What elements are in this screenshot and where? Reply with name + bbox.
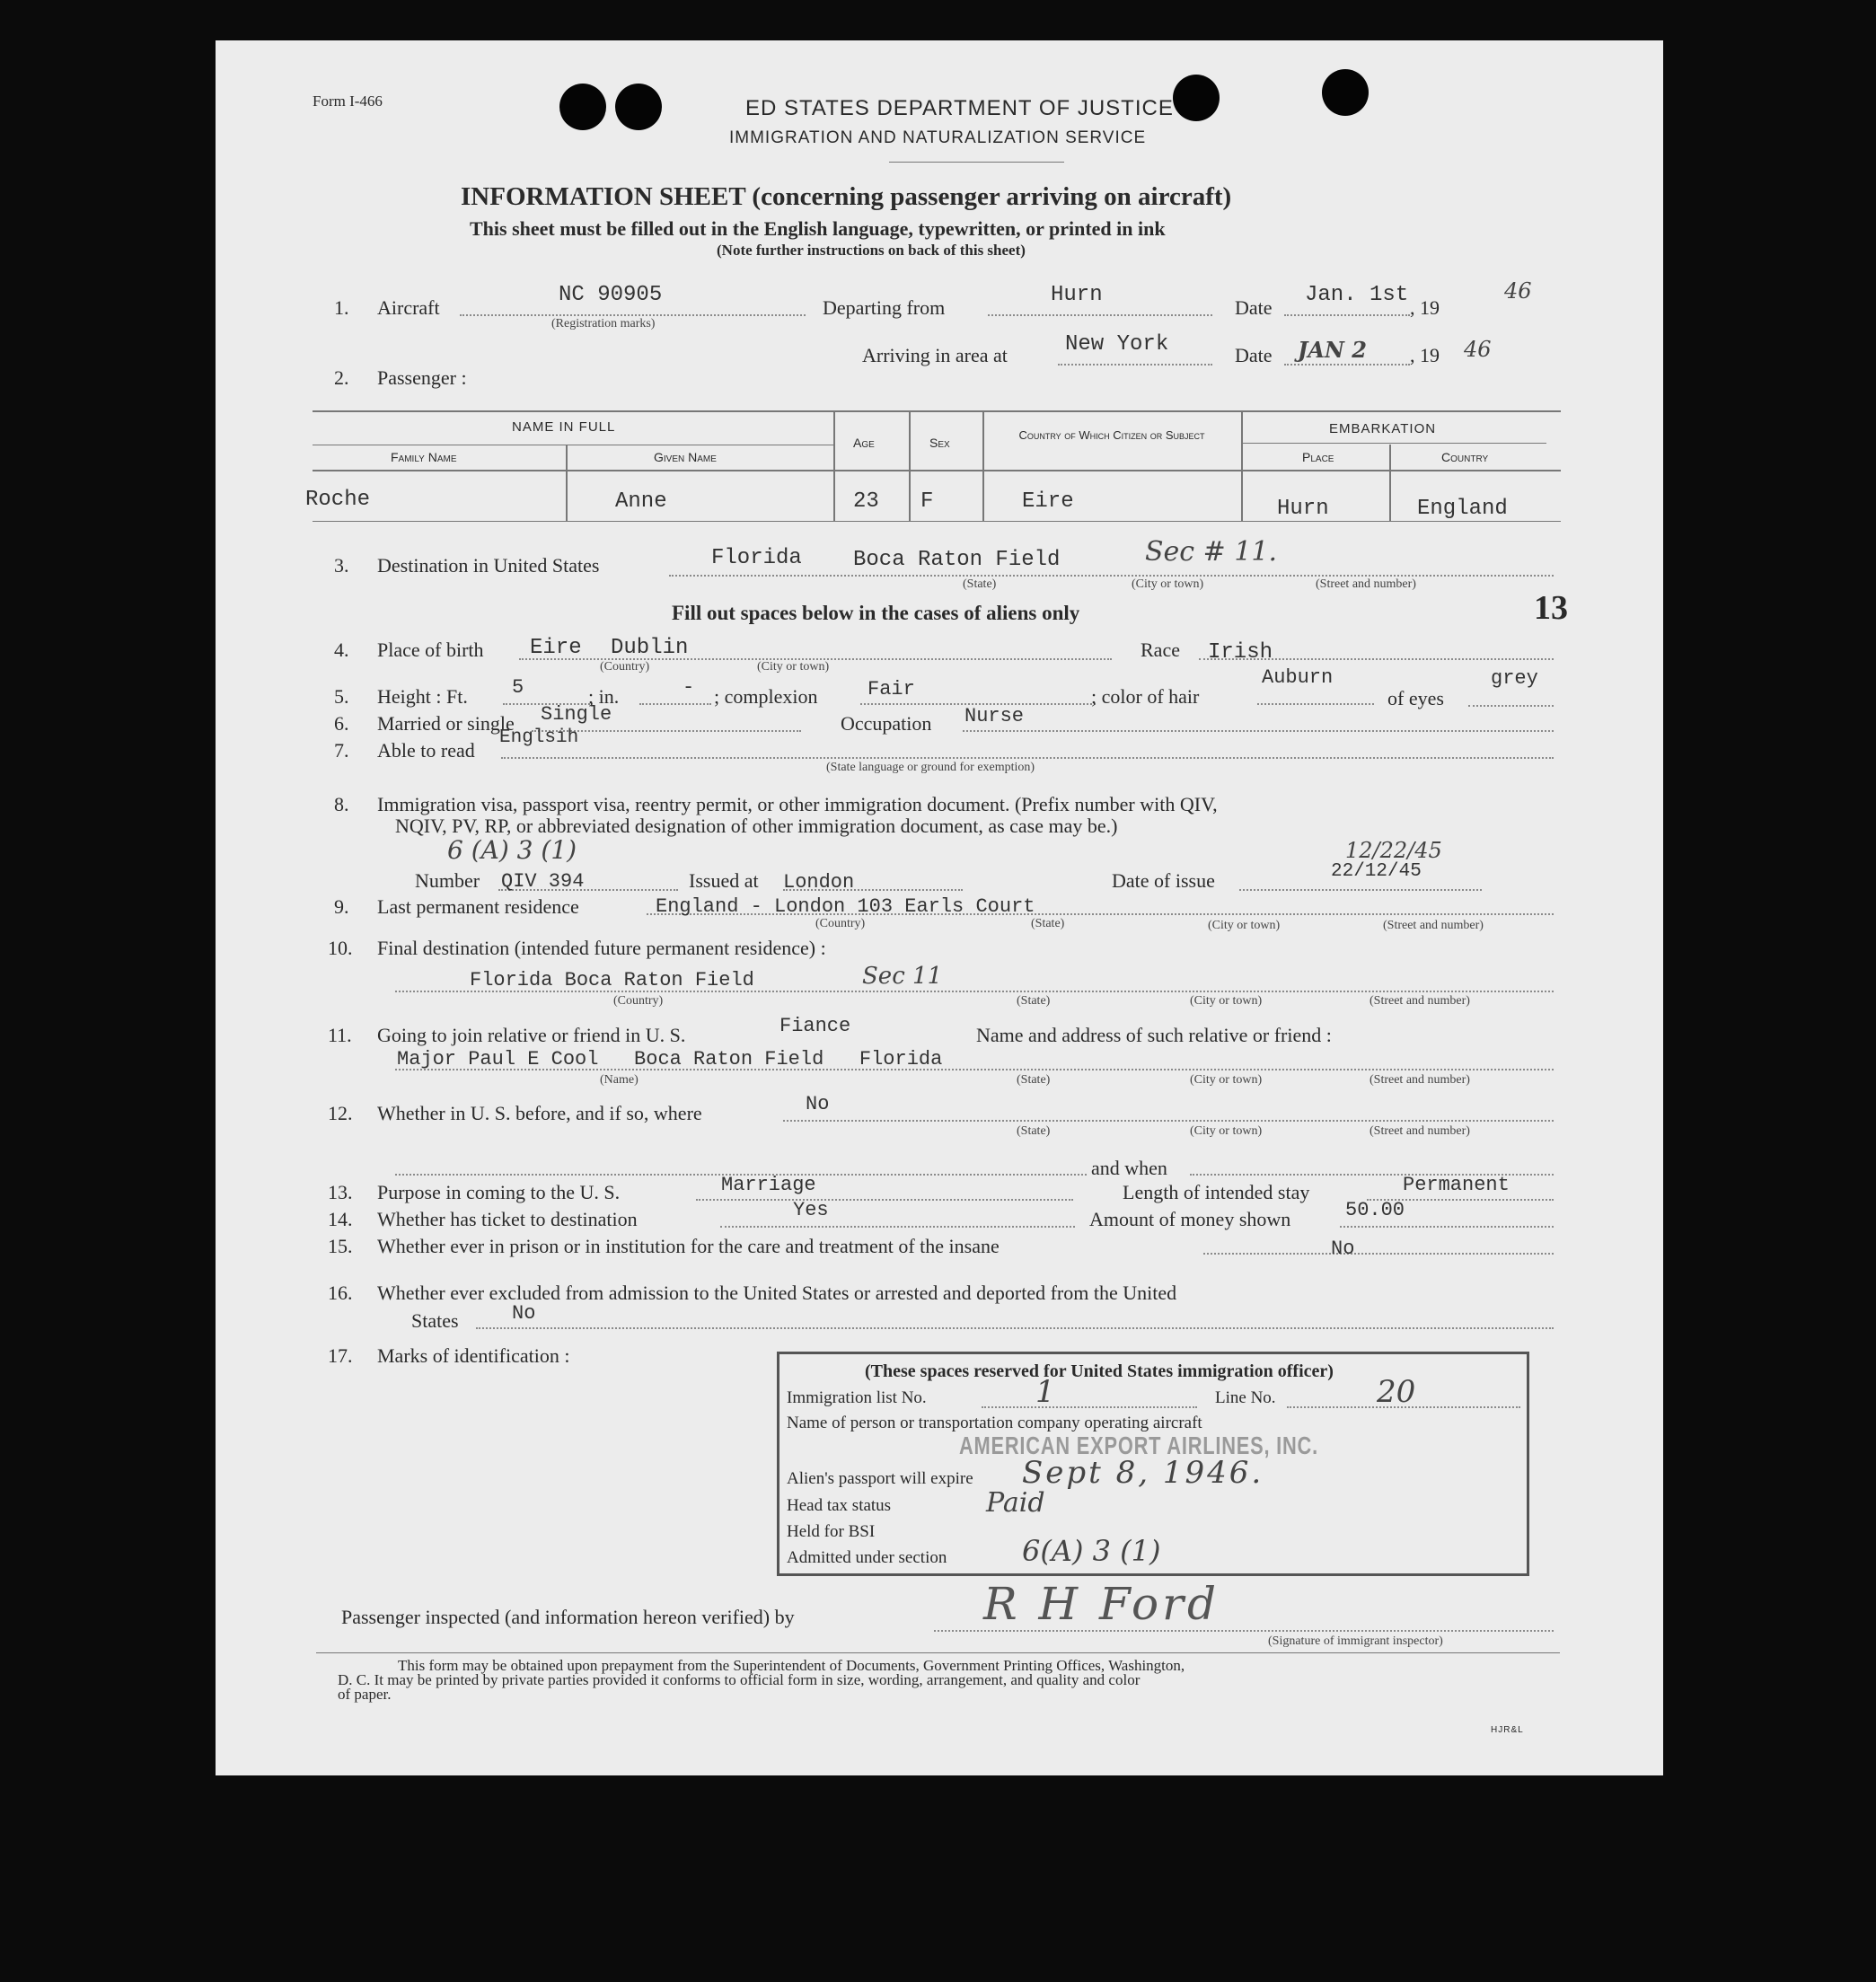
inches-label: ; in. — [588, 685, 620, 708]
given-name-value: Anne — [615, 489, 667, 514]
issued-at-label: Issued at — [689, 869, 759, 892]
visa-handwritten-value: 6 (A) 3 (1) — [447, 835, 577, 865]
family-name-value: Roche — [305, 488, 371, 512]
height-label: Height : Ft. — [377, 685, 468, 708]
form-subtitle: This sheet must be filled out in the English language, typewritten, or printed in ink — [470, 217, 1166, 240]
punch-hole — [1173, 75, 1220, 121]
length-of-stay-value: Permanent — [1403, 1174, 1510, 1196]
age-header: Age — [853, 436, 875, 450]
visa-instruction-line1: Immigration visa, passport visa, reentry permit, or other immigration document. (Prefix number with QIV, — [377, 793, 1218, 815]
arrival-date-value: JAN 2 — [1298, 337, 1367, 363]
destination-state-value: Florida — [711, 546, 802, 570]
officer-reserved-box — [777, 1352, 1529, 1576]
sex-header: Sex — [929, 436, 950, 450]
married-value: Single — [541, 703, 612, 726]
birth-city-value: Dublin — [611, 636, 689, 660]
registration-caption: (Registration marks) — [551, 317, 656, 330]
printer-mark: HJR&L — [1491, 1725, 1524, 1735]
item-number: 15. — [328, 1235, 353, 1257]
item-number: 10. — [328, 937, 353, 959]
admitted-section-value: 6(A) 3 (1) — [1022, 1534, 1161, 1568]
city-caption: (City or town) — [1190, 1124, 1263, 1138]
birth-label: Place of birth — [377, 639, 484, 661]
issue-date-handwritten: 12/22/45 — [1345, 838, 1442, 863]
street-caption: (Street and number) — [1370, 1073, 1470, 1087]
departing-label: Departing from — [823, 296, 946, 319]
race-label: Race — [1141, 639, 1180, 661]
purpose-label: Purpose in coming to the U. S. — [377, 1181, 621, 1203]
in-us-before-value: No — [806, 1093, 830, 1115]
item-number: 17. — [328, 1344, 353, 1367]
company-label: Name of person or transportation company operating aircraft — [787, 1414, 1202, 1432]
punch-hole — [559, 84, 606, 130]
relative-value: Major Paul E Cool Boca Raton Field Florida — [397, 1048, 943, 1070]
last-residence-value: England - London 103 Earls Court — [656, 895, 1035, 918]
footer-line3: of paper. — [338, 1686, 392, 1703]
passport-expire-label: Alien's passport will expire — [787, 1469, 973, 1488]
final-destination-label: Final destination (intended future permanent residence) : — [377, 937, 826, 959]
admitted-section-label: Admitted under section — [787, 1548, 947, 1567]
inspected-by-label: Passenger inspected (and information hereon verified) by — [341, 1606, 795, 1628]
street-caption: (Street and number) — [1316, 577, 1416, 591]
document-sheet — [216, 40, 1663, 1775]
city-caption: (City or town) — [1132, 577, 1204, 591]
street-caption: (Street and number) — [1370, 1124, 1470, 1138]
embarkation-country-value: England — [1417, 497, 1508, 521]
item-number: 16. — [328, 1282, 353, 1304]
footer-line1: This form may be obtained upon prepayment from the Superintendent of Documents, Government Printing Offices, Washington, — [398, 1657, 1185, 1674]
country-header: Country — [1441, 450, 1489, 464]
country-caption: (Country) — [815, 917, 866, 930]
race-value: Irish — [1208, 640, 1273, 665]
line-number-label: Line No. — [1215, 1388, 1276, 1407]
list-number-value: 1 — [1035, 1374, 1055, 1410]
visa-instruction-line2: NQIV, PV, RP, or abbreviated designation of other immigration document, as case may be.) — [395, 815, 1118, 837]
issued-at-value: London — [783, 871, 855, 894]
street-caption: (Street and number) — [1370, 994, 1470, 1008]
complexion-label: ; complexion — [714, 685, 818, 708]
married-label: Married or single — [377, 712, 515, 735]
punch-hole — [615, 84, 662, 130]
year-label: , 19 — [1410, 296, 1440, 319]
read-value: Englsih — [499, 727, 579, 748]
ticket-value: Yes — [793, 1199, 829, 1221]
item-number: 9. — [334, 895, 349, 918]
head-tax-label: Head tax status — [787, 1496, 892, 1515]
arriving-value: New York — [1065, 332, 1169, 357]
purpose-value: Marriage — [721, 1174, 816, 1196]
last-residence-label: Last permanent residence — [377, 895, 579, 918]
passenger-label: Passenger : — [377, 366, 467, 389]
hair-value: Auburn — [1262, 666, 1334, 689]
prison-label: Whether ever in prison or in institution for the care and treatment of the insane — [377, 1235, 1000, 1257]
visa-number-label: Number — [415, 869, 480, 892]
and-when-label: and when — [1091, 1157, 1167, 1179]
date-label: Date — [1235, 344, 1273, 366]
city-caption: (City or town) — [1190, 1073, 1263, 1087]
prison-value: No — [1331, 1238, 1355, 1260]
money-label: Amount of money shown — [1089, 1208, 1291, 1230]
birth-country-value: Eire — [530, 636, 582, 660]
item-number: 8. — [334, 793, 349, 815]
place-header: Place — [1302, 450, 1334, 464]
item-number: 13. — [328, 1181, 353, 1203]
embarkation-place-value: Hurn — [1277, 497, 1329, 521]
state-caption: (State) — [1031, 917, 1065, 930]
name-caption: (Name) — [600, 1073, 639, 1087]
departing-value: Hurn — [1051, 283, 1103, 307]
height-inches-value: - — [683, 676, 695, 699]
read-label: Able to read — [377, 739, 475, 762]
item-number: 3. — [334, 554, 349, 577]
relation-value: Fiance — [779, 1015, 851, 1037]
state-caption: (State) — [1017, 994, 1051, 1008]
family-name-header: Family Name — [391, 450, 457, 464]
country-caption: (Country) — [600, 660, 650, 674]
sex-value: F — [920, 489, 934, 514]
header-rule — [889, 162, 1064, 163]
footer-rule — [316, 1652, 1560, 1653]
city-caption: (City or town) — [1208, 919, 1281, 932]
date-of-issue-label: Date of issue — [1112, 869, 1215, 892]
signature-caption: (Signature of immigrant inspector) — [1268, 1634, 1443, 1648]
punch-hole — [1322, 69, 1369, 116]
held-bsi-label: Held for BSI — [787, 1522, 876, 1541]
departure-year-value: 46 — [1504, 278, 1532, 304]
item-number: 6. — [334, 712, 349, 735]
issue-date-value: 22/12/45 — [1331, 861, 1422, 882]
ticket-label: Whether has ticket to destination — [377, 1208, 638, 1230]
agency-name: ED STATES DEPARTMENT OF JUSTICE — [745, 96, 1174, 120]
state-language-caption: (State language or ground for exemption) — [826, 761, 1035, 774]
item-number: 1. — [334, 296, 349, 319]
item-number: 2. — [334, 366, 349, 389]
state-caption: (State) — [1017, 1073, 1051, 1087]
visa-number-value: QIV 394 — [501, 870, 585, 893]
aircraft-label: Aircraft — [377, 296, 440, 319]
city-caption: (City or town) — [1190, 994, 1263, 1008]
citizen-value: Eire — [1022, 489, 1074, 514]
arrival-year-value: 46 — [1464, 337, 1492, 362]
item-number: 11. — [328, 1024, 352, 1046]
final-destination-value: Florida Boca Raton Field — [470, 969, 754, 991]
marks-label: Marks of identification : — [377, 1344, 570, 1367]
length-of-stay-label: Length of intended stay — [1123, 1181, 1310, 1203]
form-note: (Note further instructions on back of this sheet) — [717, 242, 1026, 259]
height-feet-value: 5 — [512, 676, 524, 699]
service-name: IMMIGRATION AND NATURALIZATION SERVICE — [729, 128, 1147, 147]
relative-name-address-label: Name and address of such relative or friend : — [976, 1024, 1332, 1046]
state-caption: (State) — [963, 577, 997, 591]
company-stamp: AMERICAN EXPORT AIRLINES, INC. — [959, 1431, 1318, 1459]
excluded-value: No — [512, 1302, 536, 1325]
occupation-value: Nurse — [964, 705, 1025, 727]
in-us-before-label: Whether in U. S. before, and if so, where — [377, 1102, 702, 1124]
age-value: 23 — [853, 489, 879, 514]
final-destination-handwritten: Sec 11 — [862, 963, 943, 990]
aliens-only-heading: Fill out spaces below in the cases of aliens only — [672, 602, 1080, 624]
embarkation-header: EMBARKATION — [1329, 421, 1437, 436]
page-number: 13 — [1534, 589, 1568, 627]
head-tax-value: Paid — [986, 1487, 1045, 1519]
departure-date-value: Jan. 1st — [1305, 283, 1409, 307]
destination-street-value: Sec # 11. — [1145, 536, 1278, 568]
given-name-header: Given Name — [654, 450, 717, 464]
inspector-signature: R H Ford — [983, 1578, 1220, 1630]
destination-label: Destination in United States — [377, 554, 600, 577]
item-number: 12. — [328, 1102, 353, 1124]
item-number: 7. — [334, 739, 349, 762]
city-caption: (City or town) — [757, 660, 830, 674]
item-number: 5. — [334, 685, 349, 708]
citizen-header: Country of Which Citizen or Subject — [1018, 428, 1205, 442]
item-number: 4. — [334, 639, 349, 661]
line-number-value: 20 — [1377, 1374, 1416, 1410]
arriving-label: Arriving in area at — [862, 344, 1008, 366]
eyes-label: of eyes — [1387, 687, 1444, 709]
states-label: States — [411, 1309, 459, 1332]
country-caption: (Country) — [613, 994, 664, 1008]
reserved-heading: (These spaces reserved for United States immigration officer) — [865, 1361, 1334, 1381]
going-to-join-label: Going to join relative or friend in U. S. — [377, 1024, 686, 1046]
form-title: INFORMATION SHEET (concerning passenger arriving on aircraft) — [461, 182, 1232, 211]
destination-city-value: Boca Raton Field — [853, 548, 1061, 572]
state-caption: (State) — [1017, 1124, 1051, 1138]
name-in-full-header: NAME IN FULL — [512, 419, 616, 435]
money-value: 50.00 — [1345, 1199, 1405, 1221]
eyes-value: grey — [1491, 667, 1538, 690]
item-number: 14. — [328, 1208, 353, 1230]
date-label: Date — [1235, 296, 1273, 319]
occupation-label: Occupation — [841, 712, 932, 735]
hair-label: ; color of hair — [1091, 685, 1200, 708]
passport-expire-value: Sept 8, 1946. — [1022, 1455, 1264, 1491]
street-caption: (Street and number) — [1383, 919, 1484, 932]
complexion-value: Fair — [868, 678, 915, 700]
aircraft-value: NC 90905 — [559, 283, 663, 307]
year-label: , 19 — [1410, 344, 1440, 366]
excluded-label: Whether ever excluded from admission to the United States or arrested and deported from the United — [377, 1282, 1177, 1304]
list-number-label: Immigration list No. — [787, 1388, 927, 1407]
form-number: Form I-466 — [313, 92, 383, 110]
footer-line2: D. C. It may be printed by private parties provided it conforms to official form in size, wording, arrangement, and quality and color — [338, 1671, 1141, 1688]
